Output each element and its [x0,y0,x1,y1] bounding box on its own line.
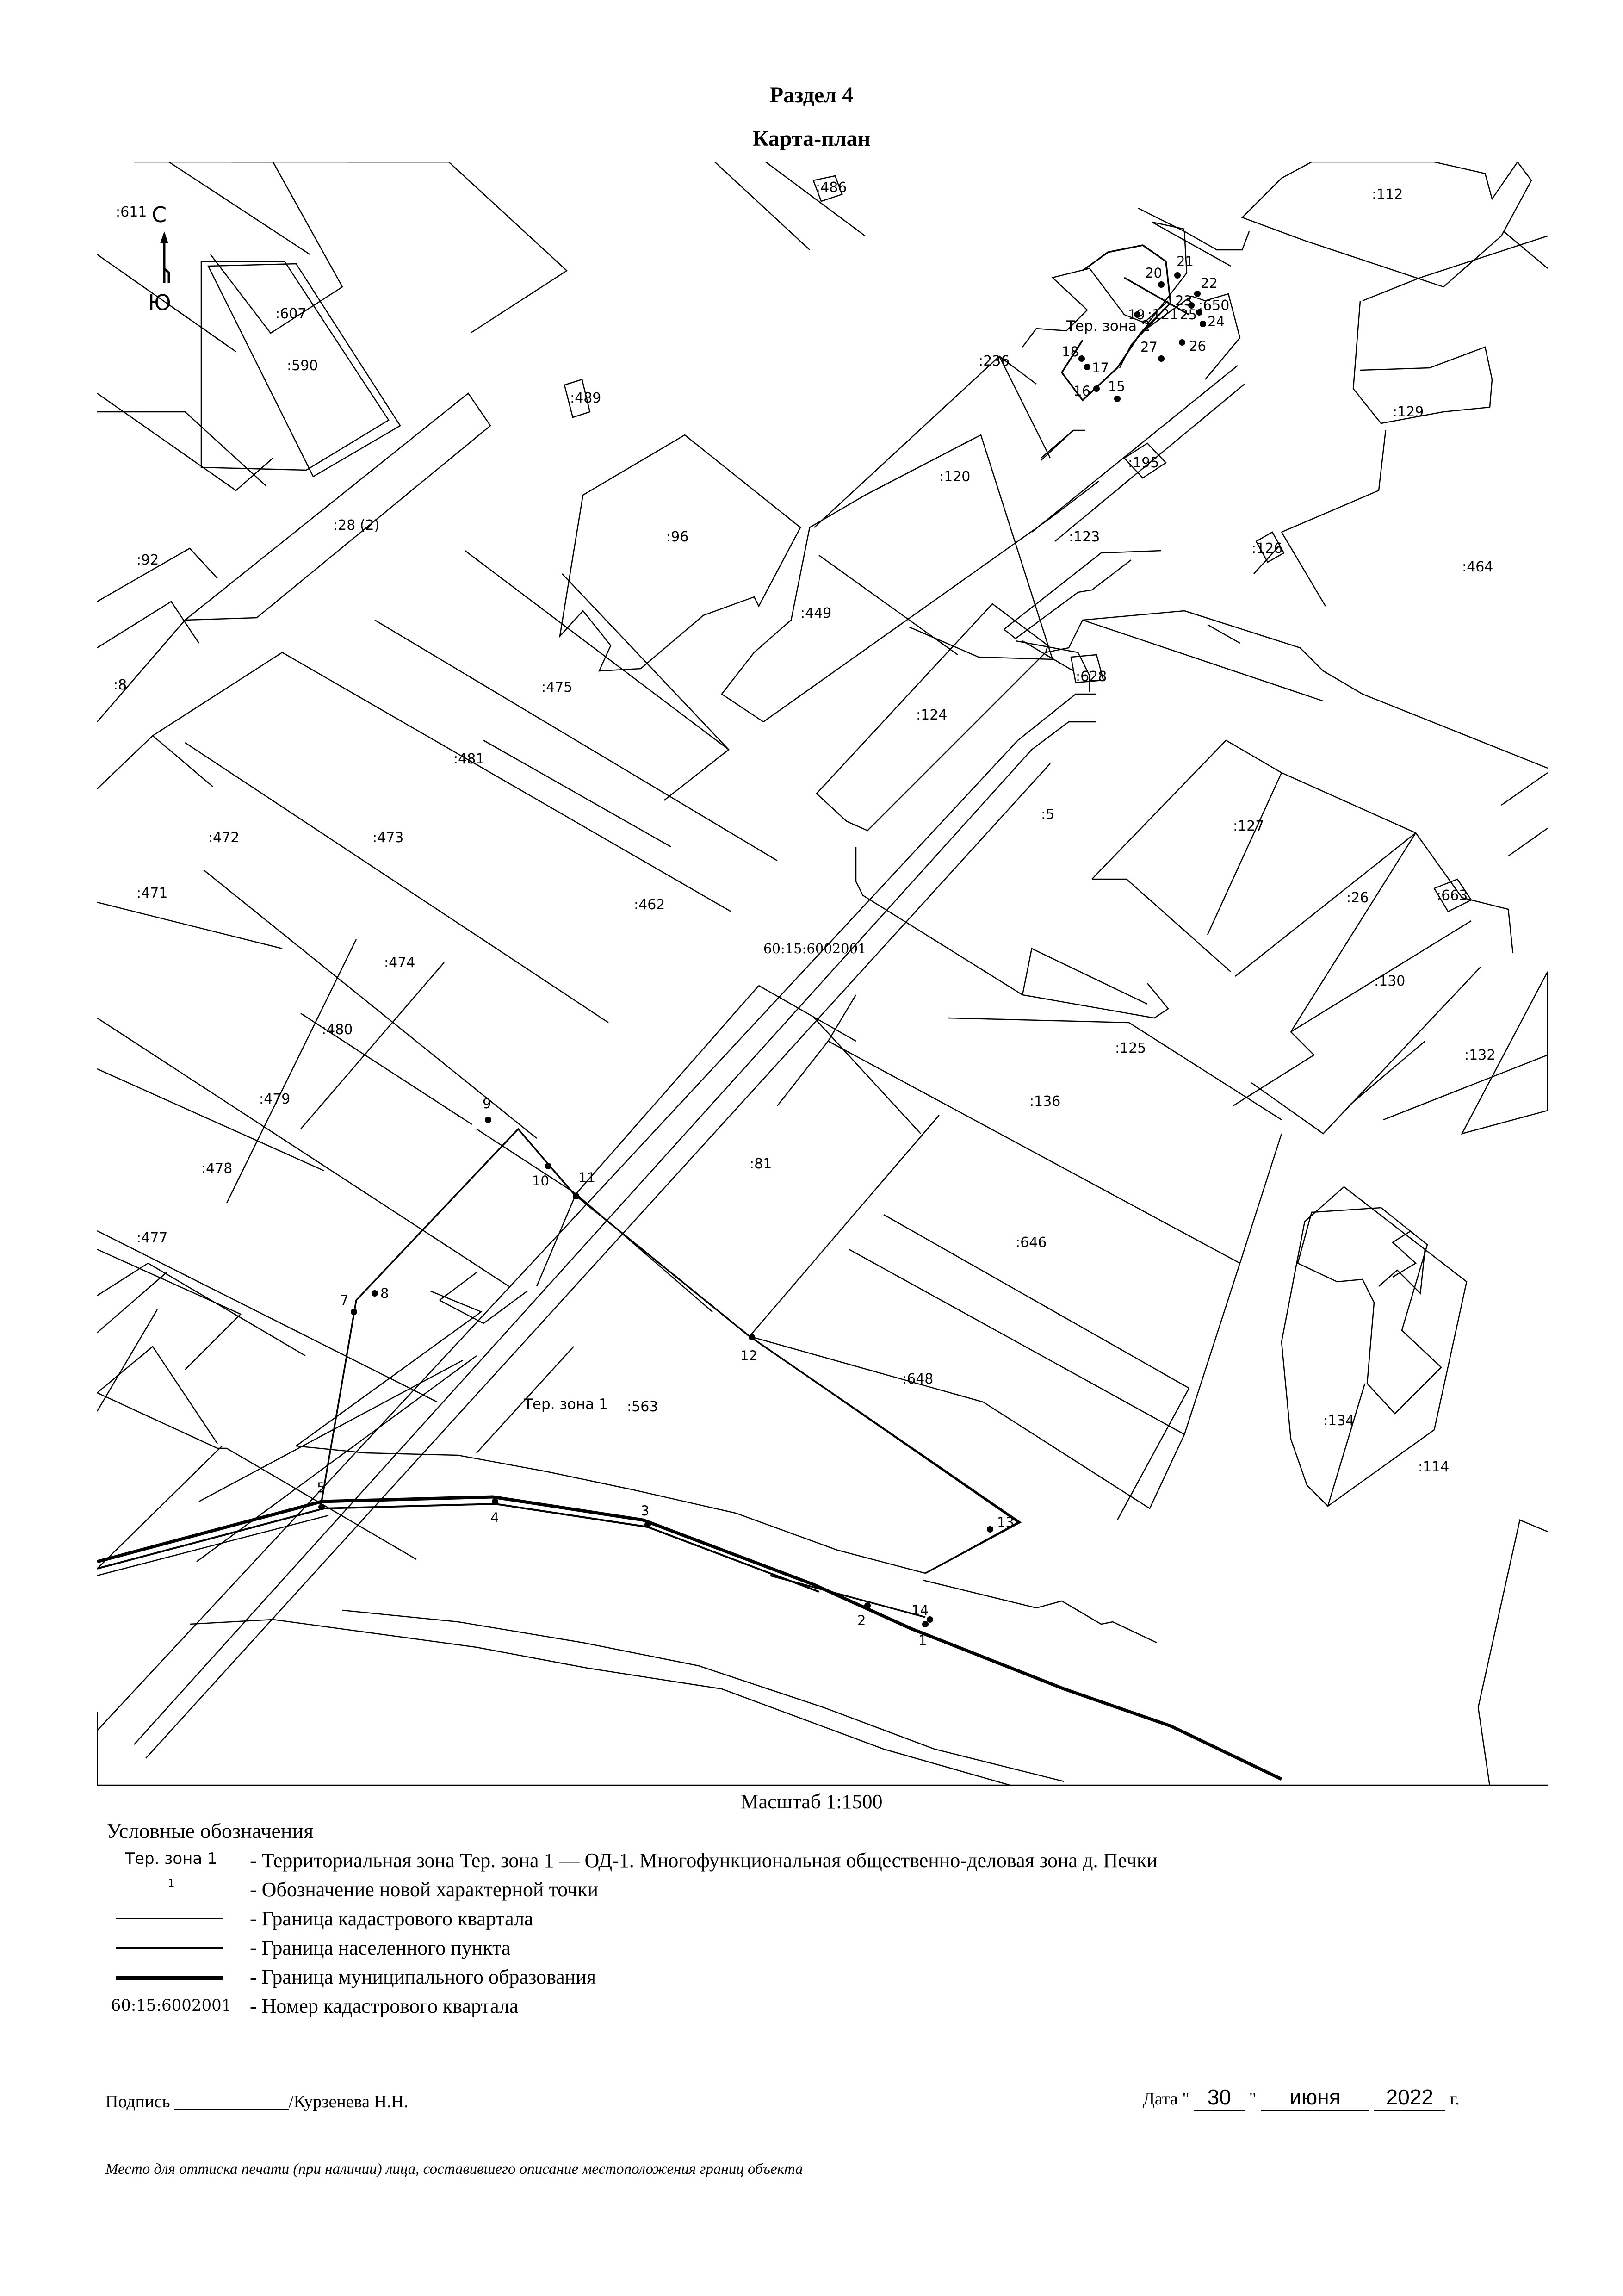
legend-quarter-number-symbol: 60:15:6002001 [111,1996,232,2015]
parcel-boundaries [97,162,1548,1786]
parcel-label: :464 [1462,559,1493,575]
legend-row-zone [106,1846,1158,1875]
point-label: 10 [532,1173,549,1189]
section-heading: Раздел 4 [769,83,854,107]
parcel-label: :125 [1115,1040,1146,1056]
north-arrow-icon [160,231,169,283]
point-label: 7 [340,1292,349,1308]
parcel-label: :481 [453,751,485,767]
point-marker-4 [492,1498,498,1505]
legend-row-quarter-number [106,1992,519,2021]
point-marker-21 [1174,272,1181,279]
point-label: 23 [1175,293,1192,309]
point-marker-17 [1084,364,1090,370]
point-marker-11 [573,1193,579,1199]
point-marker-27 [1158,355,1165,362]
parcel-label: :130 [1374,973,1406,989]
point-marker-18 [1078,355,1085,362]
point-marker-7 [351,1309,357,1315]
parcel-label: :92 [136,552,159,568]
point-label: 22 [1201,275,1218,291]
point-marker-22 [1194,291,1201,297]
parcel-label: :96 [666,529,689,545]
parcel-label: :195 [1128,455,1159,471]
compass-north-label: С [152,202,167,227]
parcel-label: :114 [1418,1459,1450,1475]
legend-quarter-boundary-text: - Граница кадастрового квартала [250,1907,533,1930]
parcel-label: :8 [113,677,127,693]
parcel-label: :480 [322,1022,353,1038]
parcel-label: :611 [116,204,147,220]
point-label: 3 [641,1503,650,1519]
parcel-label: :123 [1069,529,1100,545]
legend-row-municipal-boundary [106,1962,596,1992]
parcel-label: :477 [136,1230,168,1246]
parcel-label: :475 [541,679,573,695]
point-marker-20 [1158,281,1165,288]
point-marker-3 [644,1521,651,1528]
legend [106,1818,1158,2021]
parcel-label: :471 [136,885,168,901]
characteristic-points [318,272,1206,1627]
legend-row-settlement-boundary [106,1933,511,1962]
parcel-labels [113,180,1495,1475]
point-label: 1 [918,1632,927,1648]
legend-row-quarter-boundary [106,1904,533,1933]
legend-point-symbol: 1 [167,1877,175,1890]
parcel-label: :486 [816,180,847,196]
date-month: июня [1261,2085,1369,2111]
zone-label-1: Тер. зона 1 [524,1396,608,1413]
date-quote: " [1249,2089,1257,2109]
point-label: 15 [1108,379,1125,394]
point-label: 8 [380,1285,389,1301]
point-marker-26 [1179,339,1185,346]
point-label: 18 [1062,344,1079,360]
parcel-label: :112 [1372,186,1403,203]
parcel-label: :124 [916,707,948,723]
parcel-label: :120 [939,469,971,485]
parcel-label: :132 [1464,1047,1496,1063]
parcel-label: :478 [201,1160,233,1177]
point-label: 2 [857,1613,866,1628]
point-marker-16 [1093,385,1100,392]
parcel-label: :472 [208,830,240,846]
point-marker-9 [485,1117,491,1123]
legend-quarter-line-icon [116,1918,223,1919]
point-marker-10 [545,1163,551,1169]
date-suffix: г. [1450,2089,1460,2109]
parcel-label: :628 [1076,669,1107,685]
point-label: 9 [483,1096,491,1111]
parcel-label: :462 [634,897,665,913]
parcel-label: :5 [1041,807,1055,823]
parcel-label: :590 [287,358,318,374]
date-line [1143,2085,1460,2111]
point-label: 12 [740,1348,757,1364]
parcel-label: :134 [1323,1413,1355,1429]
map-canvas [97,162,1548,1786]
parcel-label: :474 [384,955,415,971]
parcel-label: :121 [1147,307,1179,323]
point-label: 11 [578,1170,595,1185]
point-marker-5 [318,1504,325,1510]
cadastral-map [97,162,1548,1786]
legend-municipal-boundary-text: - Граница муниципального образования [250,1966,596,1988]
point-marker-13 [987,1526,993,1533]
point-marker-2 [864,1602,871,1609]
point-label: 21 [1177,254,1194,269]
point-label: 5 [317,1480,326,1496]
point-marker-8 [372,1290,378,1297]
parcel-label: :563 [627,1399,658,1415]
map-scale: Масштаб 1:1500 [740,1790,883,1813]
point-marker-15 [1114,396,1121,402]
point-label: 4 [490,1510,499,1526]
point-marker-1 [922,1621,929,1627]
parcel-label: :473 [372,830,404,846]
point-label: 16 [1073,383,1090,399]
parcel-label: :449 [800,605,832,621]
legend-municipal-line-icon [116,1976,223,1980]
point-marker-12 [749,1334,755,1340]
parcel-label: :648 [902,1371,934,1387]
point-label: 20 [1145,265,1162,281]
stamp-note: Место для оттиска печати (при наличии) лица, составившего описание местоположения границ объекта [105,2161,803,2178]
point-label: 27 [1140,339,1158,355]
point-label: 25 [1180,307,1197,323]
date-day: 30 [1194,2085,1245,2111]
point-label: 24 [1208,314,1225,329]
point-label: 17 [1092,360,1109,376]
legend-settlement-boundary-text: - Граница населенного пункта [250,1936,511,1959]
signature-line: Подпись _____________/Курзенева Н.Н. [105,2092,409,2111]
legend-row-point [106,1875,599,1904]
parcel-label: :650 [1198,298,1230,314]
cadastral-quarter-number: 60:15:6002001 [763,941,867,956]
parcel-label: :607 [275,306,307,322]
point-label: 14 [911,1602,929,1618]
parcel-label: :663 [1437,887,1468,904]
compass-south-label: Ю [148,290,171,315]
zone-boundary [322,245,1189,1617]
parcel-label: :489 [570,390,601,406]
point-label: 13 [997,1514,1014,1530]
parcel-label: :646 [1016,1235,1047,1251]
point-label: 26 [1189,338,1206,354]
parcel-label: :129 [1393,404,1424,420]
legend-zone-symbol: Тер. зона 1 [125,1849,217,1868]
point-marker-24 [1200,321,1206,327]
date-prefix: Дата " [1143,2089,1189,2109]
parcel-label: :136 [1029,1093,1061,1110]
parcel-label: :127 [1233,818,1264,834]
legend-quarter-number-text: - Номер кадастрового квартала [250,1995,519,2017]
parcel-label: :26 [1346,890,1369,906]
legend-point-text: - Обозначение новой характерной точки [250,1878,599,1901]
parcel-label: :81 [750,1156,772,1172]
parcel-label: :236 [979,353,1010,369]
legend-zone-text: - Территориальная зона Тер. зона 1 — ОД-1. Многофункциональная общественно-деловая зона д. Печки [250,1849,1158,1872]
legend-title: Условные обозначения [106,1819,314,1843]
map-title: Карта-план [752,126,871,151]
zone-label-2: Тер. зона 2 [1066,318,1151,335]
parcel-label: :28 (2) [333,517,380,534]
parcel-label: :126 [1251,540,1283,557]
point-label: 19 [1128,307,1145,323]
date-year: 2022 [1374,2085,1445,2111]
parcel-label: :479 [259,1091,291,1107]
legend-settlement-line-icon [116,1947,223,1949]
